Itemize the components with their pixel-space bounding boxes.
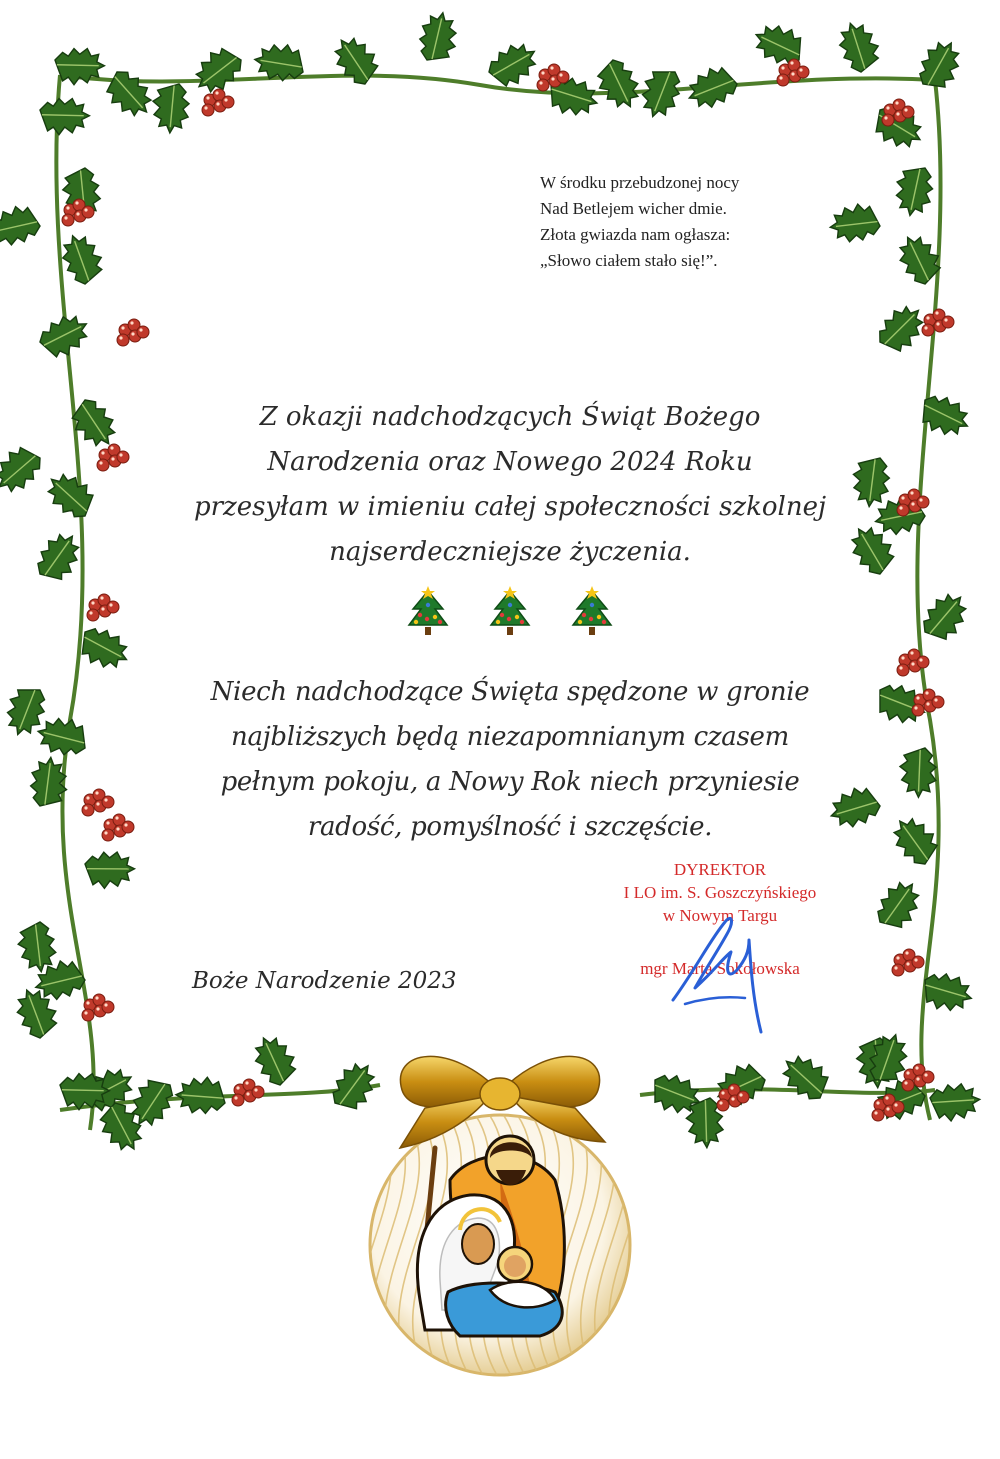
date-line: Boże Narodzenie 2023 [192,968,457,994]
greeting-line: przesyłam w imieniu całej społeczności szkolnej [193,492,827,522]
holly-leaf [483,37,544,93]
holly-berries [97,444,129,471]
holly-leaf [775,1047,836,1107]
signature-town: w Nowym Targu [662,906,778,925]
holly-leaf [850,455,891,508]
holly-leaf [85,852,135,889]
christmas-trees-row [405,585,615,640]
holly-leaf [99,64,159,125]
christmas-tree-icon [405,585,451,637]
greeting-line: Narodzenia oraz Nowego 2024 Roku [267,447,753,477]
holly-leaf [416,9,462,65]
signature-title: DYREKTOR [673,860,767,879]
poem-line: W środku przebudzonej nocy [540,173,740,192]
holly-leaf [40,465,101,525]
christmas-tree-icon [487,585,533,637]
holly-leaf [74,622,134,677]
holly-leaf [31,527,89,588]
holly-leaf [34,713,90,759]
holly-leaf [834,17,884,75]
holly-leaf [151,82,190,134]
poem-line: Złota gwiazda nam ogłasza: [540,225,731,244]
poem-line: Nad Betlejem wicher dmie. [540,199,727,218]
greeting-text [180,395,840,575]
signature-name: mgr Marta Sokołowska [640,959,800,978]
holly-berries [902,1064,934,1091]
holly-leaf [16,920,59,974]
holly-leaf [591,55,646,115]
greeting-line: Z okazji nadchodzących Świąt Bożego [259,402,761,432]
handwritten-signature [665,900,775,1040]
holly-berries [232,1079,264,1106]
holly-leaf [327,29,385,90]
nativity-ornament [330,1030,670,1380]
holly-berries [117,319,149,346]
holly-leaf [871,875,929,936]
poem-line: „Słowo ciałem stało się!”. [540,251,718,270]
holly-leaf [175,1076,226,1115]
holly-leaf [0,202,43,249]
wishes-line: Niech nadchodzące Święta spędzone w gronie [210,677,810,707]
holly-leaf [749,17,809,70]
holly-berries [102,814,134,841]
holly-leaf [57,229,108,288]
holly-leaf [899,748,936,798]
holly-leaf [929,1082,981,1122]
holly-berries [892,949,924,976]
holly-leaf [248,1030,302,1090]
holly-berries [87,594,119,621]
holly-leaf [0,440,48,500]
holly-berries [897,489,929,516]
holly-leaf [40,99,89,135]
holly-leaf [916,586,975,647]
christmas-tree-icon [569,585,615,637]
poem [540,170,840,274]
wishes-text [180,670,840,850]
holly-berries [202,89,234,116]
holly-berries [922,309,954,336]
signature-school: I LO im. S. Goszczyńskiego [623,883,817,902]
holly-berries [82,789,114,816]
wishes-line: pełnym pokoju, a Nowy Rok niech przyniesie [220,767,800,797]
wishes-line: najbliższych będą niezapomnianym czasem [231,722,789,752]
holly-leaf [891,163,936,218]
wishes-line: radość, pomyślność i szczęście. [307,812,713,842]
greeting-line: najserdeczniejsze życzenia. [329,537,691,567]
holly-leaf [913,35,968,96]
holly-berries [912,689,944,716]
